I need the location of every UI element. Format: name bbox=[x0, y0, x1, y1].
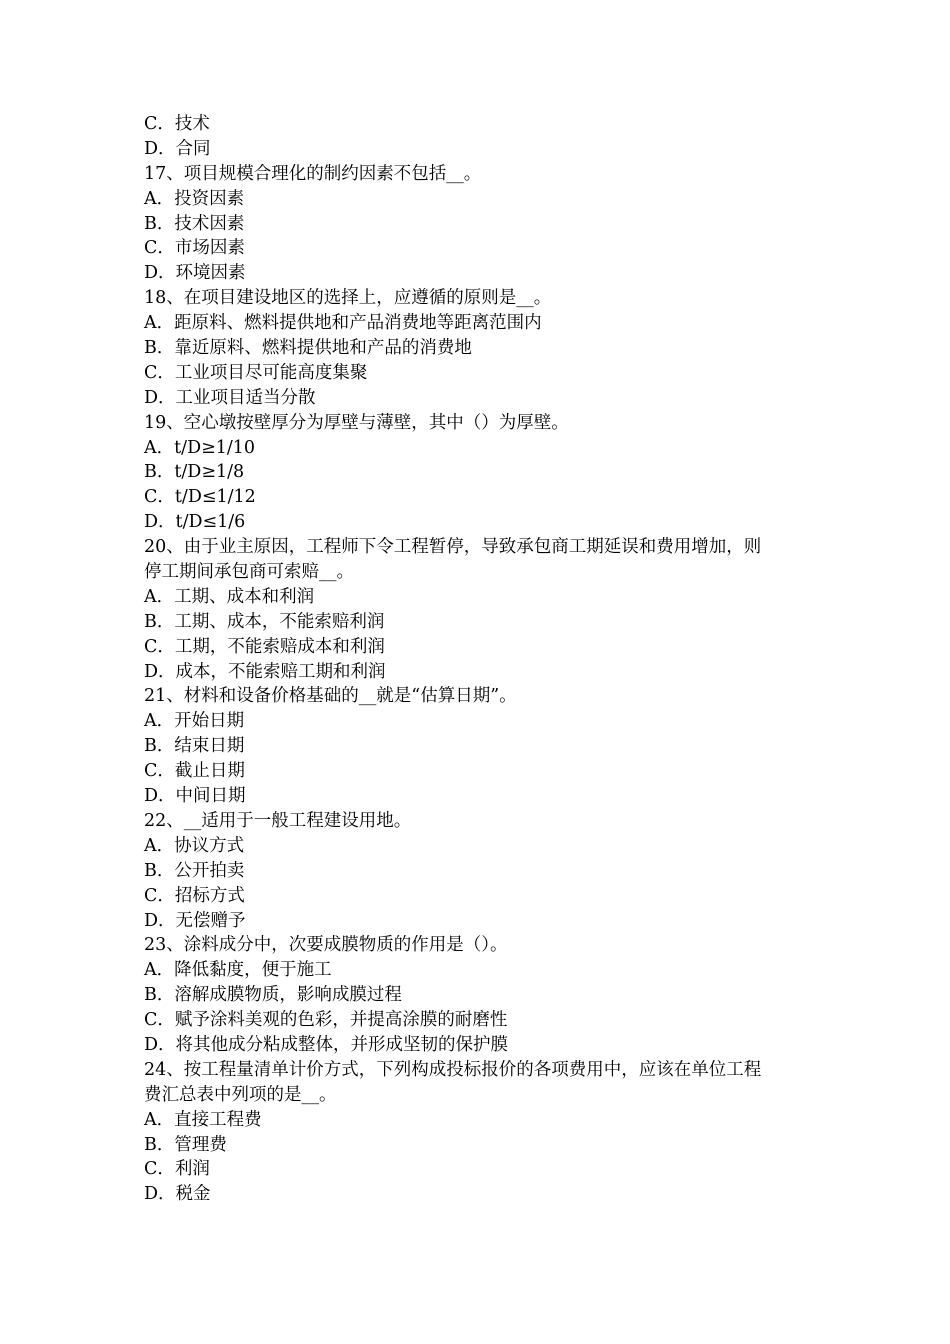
option-c-q16: C．技术 bbox=[144, 114, 210, 134]
option-a-q17: A．投资因素 bbox=[144, 188, 245, 209]
option-b-q21: B．结束日期 bbox=[144, 736, 245, 757]
option-a-q18: A．距原料、燃料提供地和产品消费地等距离范围内 bbox=[144, 313, 542, 334]
question-17: 17、项目规模合理化的制约因素不包括__。 bbox=[144, 163, 482, 184]
question-20-line-2: 停工期间承包商可索赔__。 bbox=[144, 562, 354, 583]
option-c-q23: C．赋予涂料美观的色彩，并提高涂膜的耐磨性 bbox=[144, 1010, 508, 1031]
option-b-q22: B．公开拍卖 bbox=[144, 860, 245, 881]
option-d-q21: D．中间日期 bbox=[144, 786, 246, 807]
option-c-q22: C．招标方式 bbox=[144, 885, 245, 906]
option-c-q24: C．利润 bbox=[144, 1159, 210, 1180]
option-d-q16: D．合同 bbox=[144, 138, 211, 159]
option-d-q19: D．t/D≤1/6 bbox=[144, 512, 246, 533]
question-19: 19、空心墩按壁厚分为厚壁与薄壁，其中（）为厚壁。 bbox=[144, 412, 569, 433]
option-d-q24: D．税金 bbox=[144, 1184, 211, 1205]
option-c-q18: C．工业项目尽可能高度集聚 bbox=[144, 362, 368, 383]
question-20-line-1: 20、由于业主原因，工程师下令工程暂停，导致承包商工期延误和费用增加，则 bbox=[144, 537, 762, 558]
option-d-q20: D．成本，不能索赔工期和利润 bbox=[144, 661, 386, 682]
question-24-line-2: 费汇总表中列项的是__。 bbox=[144, 1084, 337, 1105]
option-a-q23: A．降低黏度，便于施工 bbox=[144, 960, 332, 981]
question-23: 23、涂料成分中，次要成膜物质的作用是（）。 bbox=[144, 935, 508, 956]
option-d-q23: D．将其他成分粘成整体，并形成坚韧的保护膜 bbox=[144, 1034, 509, 1055]
option-b-q19: B．t/D≥1/8 bbox=[144, 462, 245, 483]
document-page bbox=[144, 112, 810, 1207]
option-a-q22: A．协议方式 bbox=[144, 835, 245, 856]
option-c-q20: C．工期，不能索赔成本和利润 bbox=[144, 636, 385, 657]
option-c-q21: C．截止日期 bbox=[144, 761, 245, 782]
option-c-q17: C．市场因素 bbox=[144, 238, 245, 259]
question-22: 22、__适用于一般工程建设用地。 bbox=[144, 810, 412, 831]
option-d-q18: D．工业项目适当分散 bbox=[144, 387, 316, 408]
option-b-q18: B．靠近原料、燃料提供地和产品的消费地 bbox=[144, 338, 472, 359]
option-b-q20: B．工期、成本，不能索赔利润 bbox=[144, 611, 385, 632]
option-b-q24: B．管理费 bbox=[144, 1134, 227, 1155]
question-24-line-1: 24、按工程量清单计价方式，下列构成投标报价的各项费用中，应该在单位工程 bbox=[144, 1059, 762, 1080]
option-b-q23: B．溶解成膜物质，影响成膜过程 bbox=[144, 985, 402, 1006]
option-d-q22: D．无偿赠予 bbox=[144, 910, 246, 931]
option-c-q19: C．t/D≤1/12 bbox=[144, 487, 256, 508]
option-a-q20: A．工期、成本和利润 bbox=[144, 586, 315, 607]
option-b-q17: B．技术因素 bbox=[144, 213, 245, 234]
option-a-q24: A．直接工程费 bbox=[144, 1109, 262, 1130]
question-21: 21、材料和设备价格基础的__就是“估算日期”。 bbox=[144, 686, 517, 707]
option-a-q19: A．t/D≥1/10 bbox=[144, 437, 256, 458]
question-18: 18、在项目建设地区的选择上，应遵循的原则是__。 bbox=[144, 288, 552, 309]
option-a-q21: A．开始日期 bbox=[144, 711, 245, 732]
option-d-q17: D．环境因素 bbox=[144, 263, 246, 284]
